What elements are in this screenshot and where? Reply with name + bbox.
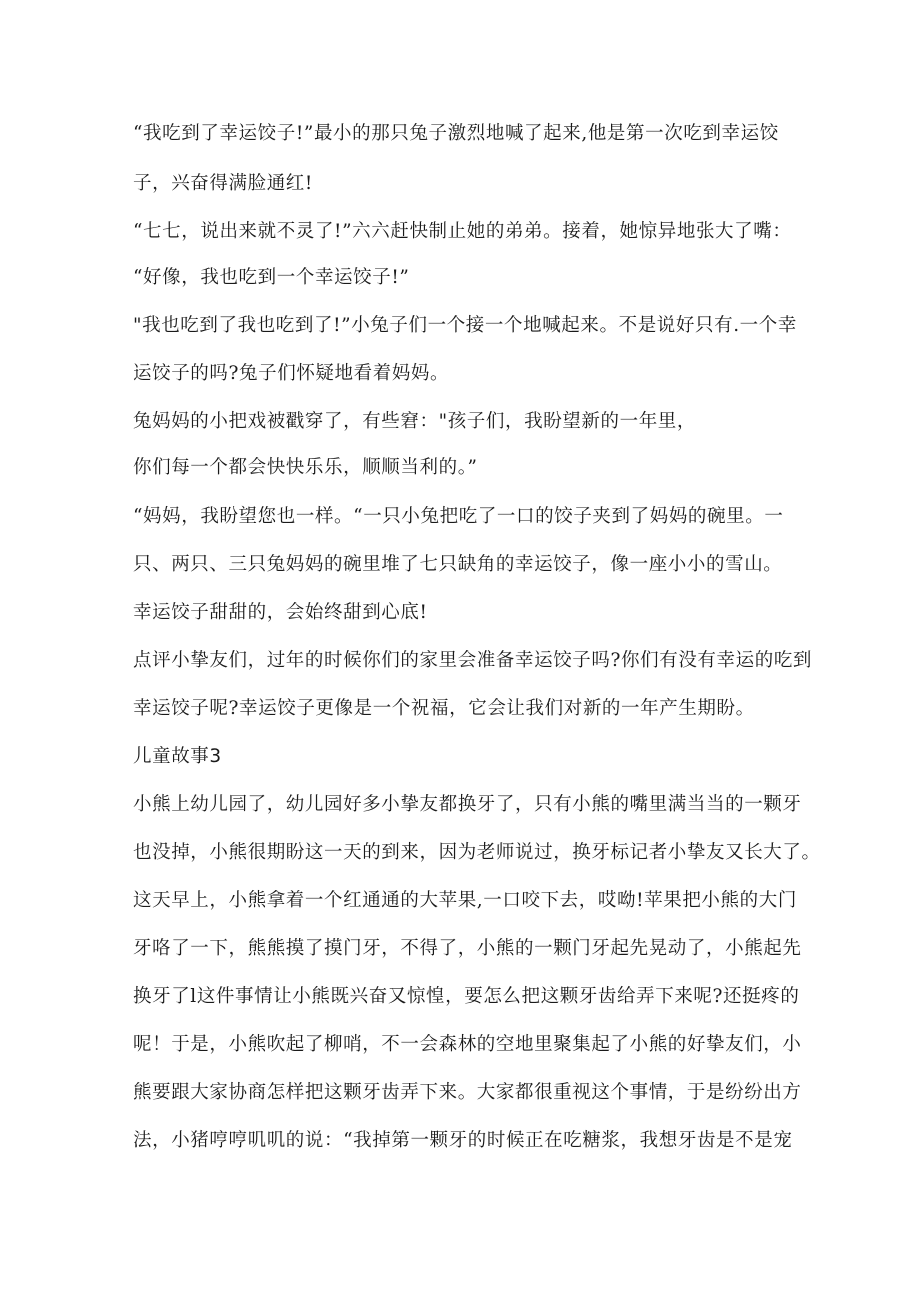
text-line: 子，兴奋得满脸通红! [133,173,313,194]
text-line: “七七，说出来就不灵了!”六六赶快制止她的弟弟。接着，她惊异地张大了嘴： [133,221,792,242]
text-line: 运饺子的吗?兔子们怀疑地看着妈妈。 [133,363,450,384]
text-line: 呢！于是，小熊吹起了柳哨，不一会森林的空地里聚集起了小熊的好挚友们，小 [133,1034,802,1055]
text-line: 换牙了l这件事情让小熊既兴奋又惊惶，要怎么把这颗牙齿给弄下来呢?还挺疼的 [133,986,800,1007]
text-line: “妈妈，我盼望您也一样。“一只小兔把吃了一口的饺子夹到了妈妈的碗里。一 [133,506,784,527]
text-line: “好像，我也吃到一个幸运饺子!” [133,267,410,288]
text-line: "我也吃到了我也吃到了!”小兔子们一个接一个地喊起来。不是说好只有.一个幸 [133,315,797,336]
text-line: 熊要跟大家协商怎样把这颗牙齿弄下来。大家都很重视这个事情，于是纷纷出方 [133,1082,802,1103]
text-line: 这天早上，小熊拿着一个红通通的大苹果,一口咬下去，哎呦!苹果把小熊的大门 [133,890,797,911]
text-line: 幸运饺子甜甜的，会始终甜到心底! [133,602,428,623]
text-line: 牙咯了一下，熊熊摸了摸门牙，不得了，小熊的一颗门牙起先晃动了，小熊起先 [133,938,802,959]
text-line: 幸运饺子呢?幸运饺子更像是一个祝福，它会让我们对新的一年产生期盼。 [133,698,755,719]
text-line: 你们每一个都会快快乐乐，顺顺当利的。” [133,457,478,478]
text-line: “我吃到了幸运饺子!”最小的那只兔子激烈地喊了起来,他是第一次吃到幸运饺 [133,123,779,144]
text-line: 也没掉，小熊很期盼这一天的到来，因为老师说过，换牙标记者小挚友又长大了。 [133,842,821,863]
text-line: 小熊上幼儿园了，幼儿园好多小挚友都换牙了，只有小熊的嘴里满当当的一颗牙 [133,794,802,815]
section-heading: 儿童故事3 [133,746,222,767]
text-line: 法，小猪哼哼叽叽的说：“我掉第一颗牙的时候正在吃糖浆，我想牙齿是不是宠 [133,1130,793,1151]
text-line: 兔妈妈的小把戏被戳穿了，有些窘："孩子们，我盼望新的一年里， [133,411,697,432]
text-line: 只、两只、三只兔妈妈的碗里堆了七只缺角的幸运饺子，像一座小小的雪山。 [133,554,783,575]
text-line: 点评小挚友们，过年的时候你们的家里会准备幸运饺子吗?你们有没有幸运的吃到 [133,650,813,671]
